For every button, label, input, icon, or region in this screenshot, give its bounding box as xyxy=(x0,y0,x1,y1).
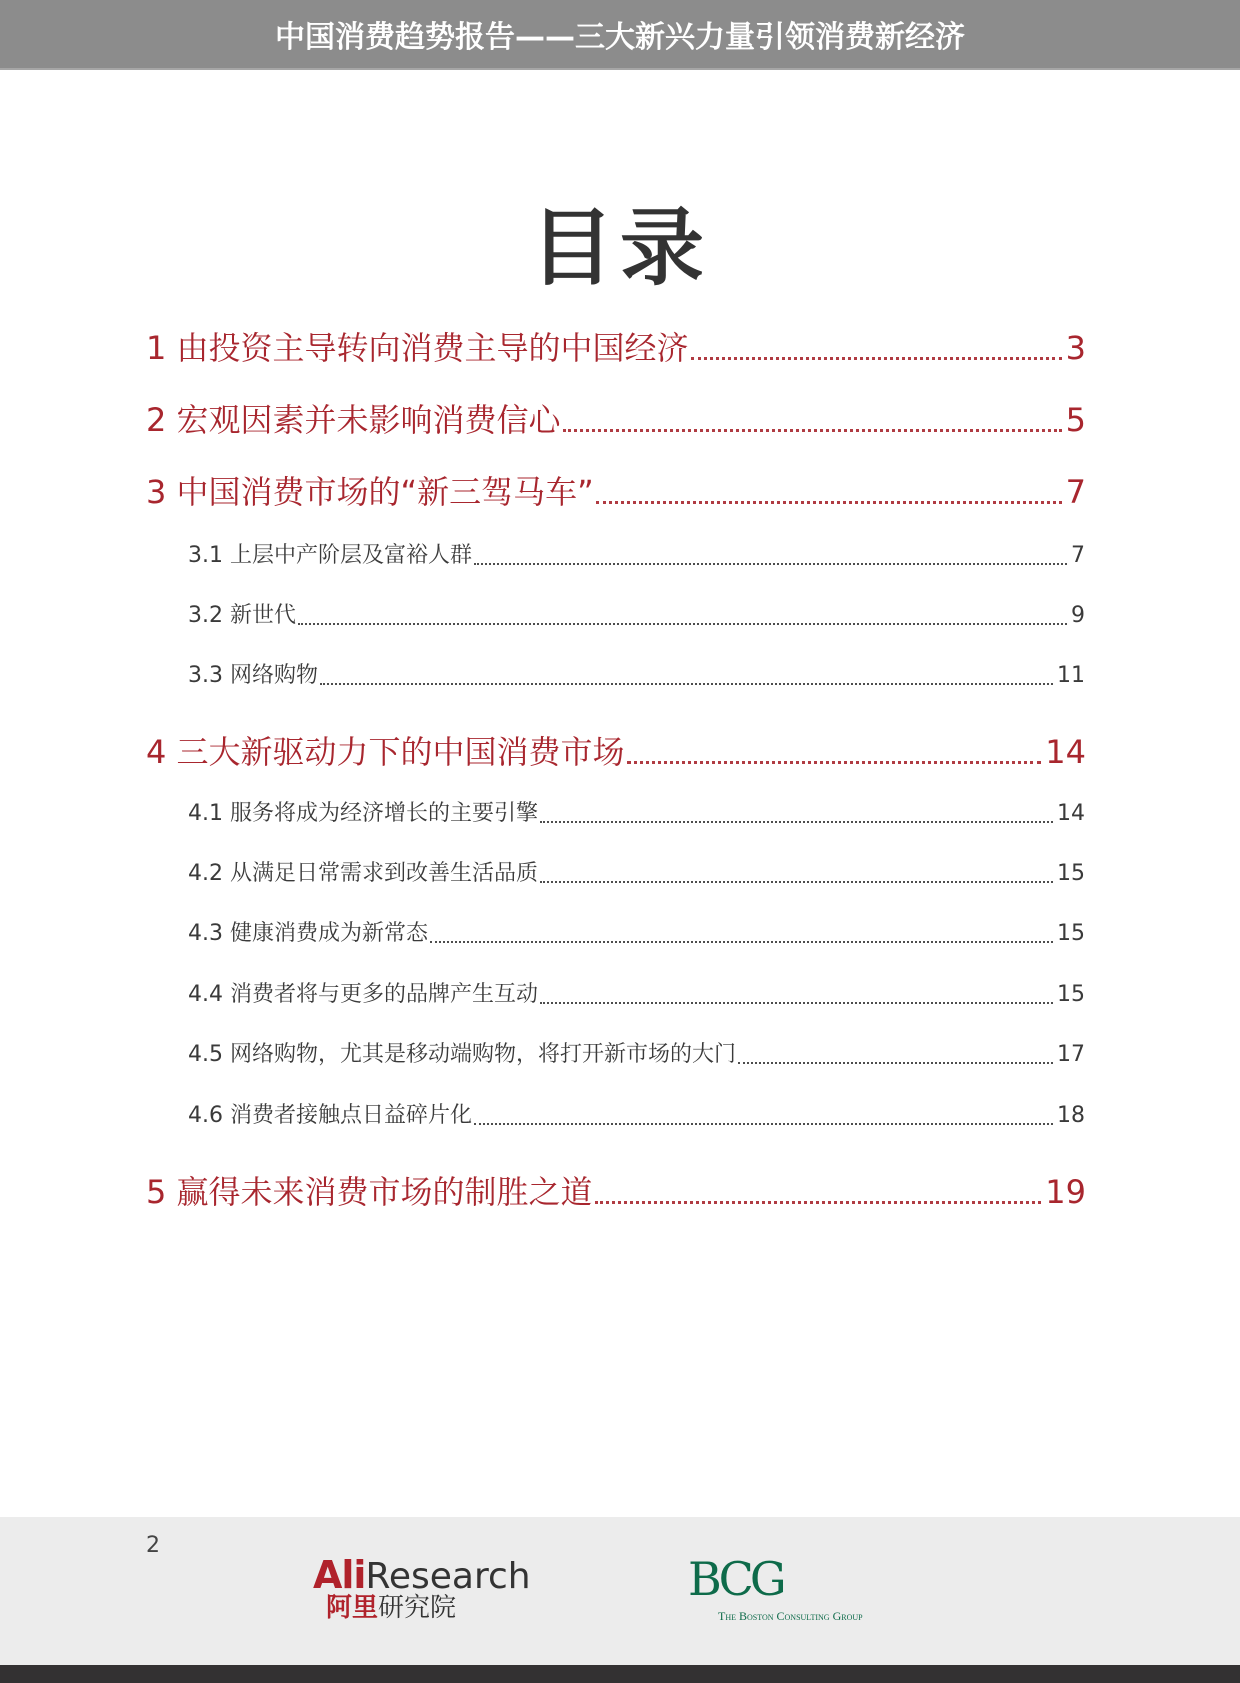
dot-leader xyxy=(595,1201,1042,1204)
bcg-logo xyxy=(688,1552,908,1625)
toc-entry-label: 1 由投资主导转向消费主导的中国经济 xyxy=(146,329,689,367)
toc-entry-section-4-4[interactable] xyxy=(188,979,1085,1011)
aliresearch-logo-cn-ali: 阿里 xyxy=(326,1593,379,1623)
toc-entry-label: 4.3 健康消费成为新常态 xyxy=(188,921,428,946)
aliresearch-logo-research: Research xyxy=(365,1556,531,1597)
toc-entry-chapter-3[interactable] xyxy=(146,470,1086,514)
toc-entry-page: 11 xyxy=(1057,663,1085,688)
dot-leader xyxy=(563,429,1062,432)
page-number: 2 xyxy=(146,1533,160,1558)
toc-entry-label: 4.4 消费者将与更多的品牌产生互动 xyxy=(188,982,538,1007)
toc-entry-label: 4.2 从满足日常需求到改善生活品质 xyxy=(188,861,538,886)
report-title: 中国消费趋势报告——三大新兴力量引领消费新经济 xyxy=(275,20,965,55)
toc-entry-section-3-1[interactable] xyxy=(188,540,1085,572)
toc-entry-label: 5 赢得未来消费市场的制胜之道 xyxy=(146,1173,593,1211)
toc-heading: 目录 xyxy=(529,199,710,297)
dot-leader xyxy=(320,683,1053,685)
dot-leader xyxy=(474,563,1067,565)
toc-entry-chapter-1[interactable] xyxy=(146,326,1086,370)
dot-leader xyxy=(627,761,1042,764)
toc-entry-section-4-6[interactable] xyxy=(188,1100,1085,1132)
aliresearch-logo-cn-institute: 研究院 xyxy=(378,1593,457,1623)
aliresearch-logo xyxy=(313,1555,543,1625)
toc-entry-page: 7 xyxy=(1065,473,1086,511)
toc-entry-section-3-3[interactable] xyxy=(188,660,1085,692)
dot-leader xyxy=(298,623,1067,625)
toc-entry-label: 4.5 网络购物，尤其是移动端购物，将打开新市场的大门 xyxy=(188,1042,736,1067)
dot-leader xyxy=(596,501,1062,504)
dot-leader xyxy=(691,357,1062,360)
dot-leader xyxy=(540,821,1053,823)
report-header-band xyxy=(0,0,1240,70)
dot-leader xyxy=(540,881,1053,883)
toc-entry-page: 17 xyxy=(1057,1042,1085,1067)
toc-entry-chapter-2[interactable] xyxy=(146,398,1086,442)
toc-entry-label: 4.1 服务将成为经济增长的主要引擎 xyxy=(188,801,538,826)
toc-entry-page: 14 xyxy=(1057,801,1085,826)
bottom-strip xyxy=(0,1665,1240,1683)
toc-entry-chapter-5[interactable] xyxy=(146,1170,1086,1214)
dot-leader xyxy=(474,1123,1053,1125)
toc-entry-section-3-2[interactable] xyxy=(188,600,1085,632)
toc-entry-label: 3.3 网络购物 xyxy=(188,663,318,688)
aliresearch-logo-ali: Ali xyxy=(313,1553,366,1597)
toc-entry-chapter-4[interactable] xyxy=(146,730,1086,774)
bcg-logo-mark: BCG xyxy=(688,1552,783,1606)
toc-entry-page: 15 xyxy=(1057,861,1085,886)
bcg-logo-subtitle: The Boston Consulting Group xyxy=(718,1609,863,1623)
toc-entry-label: 2 宏观因素并未影响消费信心 xyxy=(146,401,561,439)
toc-entry-page: 18 xyxy=(1057,1103,1085,1128)
toc-entry-label: 4 三大新驱动力下的中国消费市场 xyxy=(146,733,625,771)
dot-leader xyxy=(430,941,1053,943)
toc-entry-page: 15 xyxy=(1057,921,1085,946)
toc-entry-section-4-1[interactable] xyxy=(188,798,1085,830)
dot-leader xyxy=(540,1002,1053,1004)
toc-entry-section-4-3[interactable] xyxy=(188,918,1085,950)
toc-entry-page: 19 xyxy=(1045,1173,1086,1211)
toc-entry-label: 3 中国消费市场的“新三驾马车” xyxy=(146,473,594,511)
toc-entry-page: 9 xyxy=(1071,603,1085,628)
toc-entry-section-4-2[interactable] xyxy=(188,858,1085,890)
toc-entry-label: 3.2 新世代 xyxy=(188,603,296,628)
toc-entry-label: 3.1 上层中产阶层及富裕人群 xyxy=(188,543,472,568)
dot-leader xyxy=(738,1062,1053,1064)
toc-entry-label: 4.6 消费者接触点日益碎片化 xyxy=(188,1103,472,1128)
page-footer xyxy=(0,1517,1240,1665)
toc-entry-page: 3 xyxy=(1065,329,1086,367)
toc-entry-page: 14 xyxy=(1045,733,1086,771)
toc-entry-page: 7 xyxy=(1071,543,1085,568)
toc-entry-section-4-5[interactable] xyxy=(188,1039,1085,1071)
toc-entry-page: 5 xyxy=(1065,401,1086,439)
toc-entry-page: 15 xyxy=(1057,982,1085,1007)
